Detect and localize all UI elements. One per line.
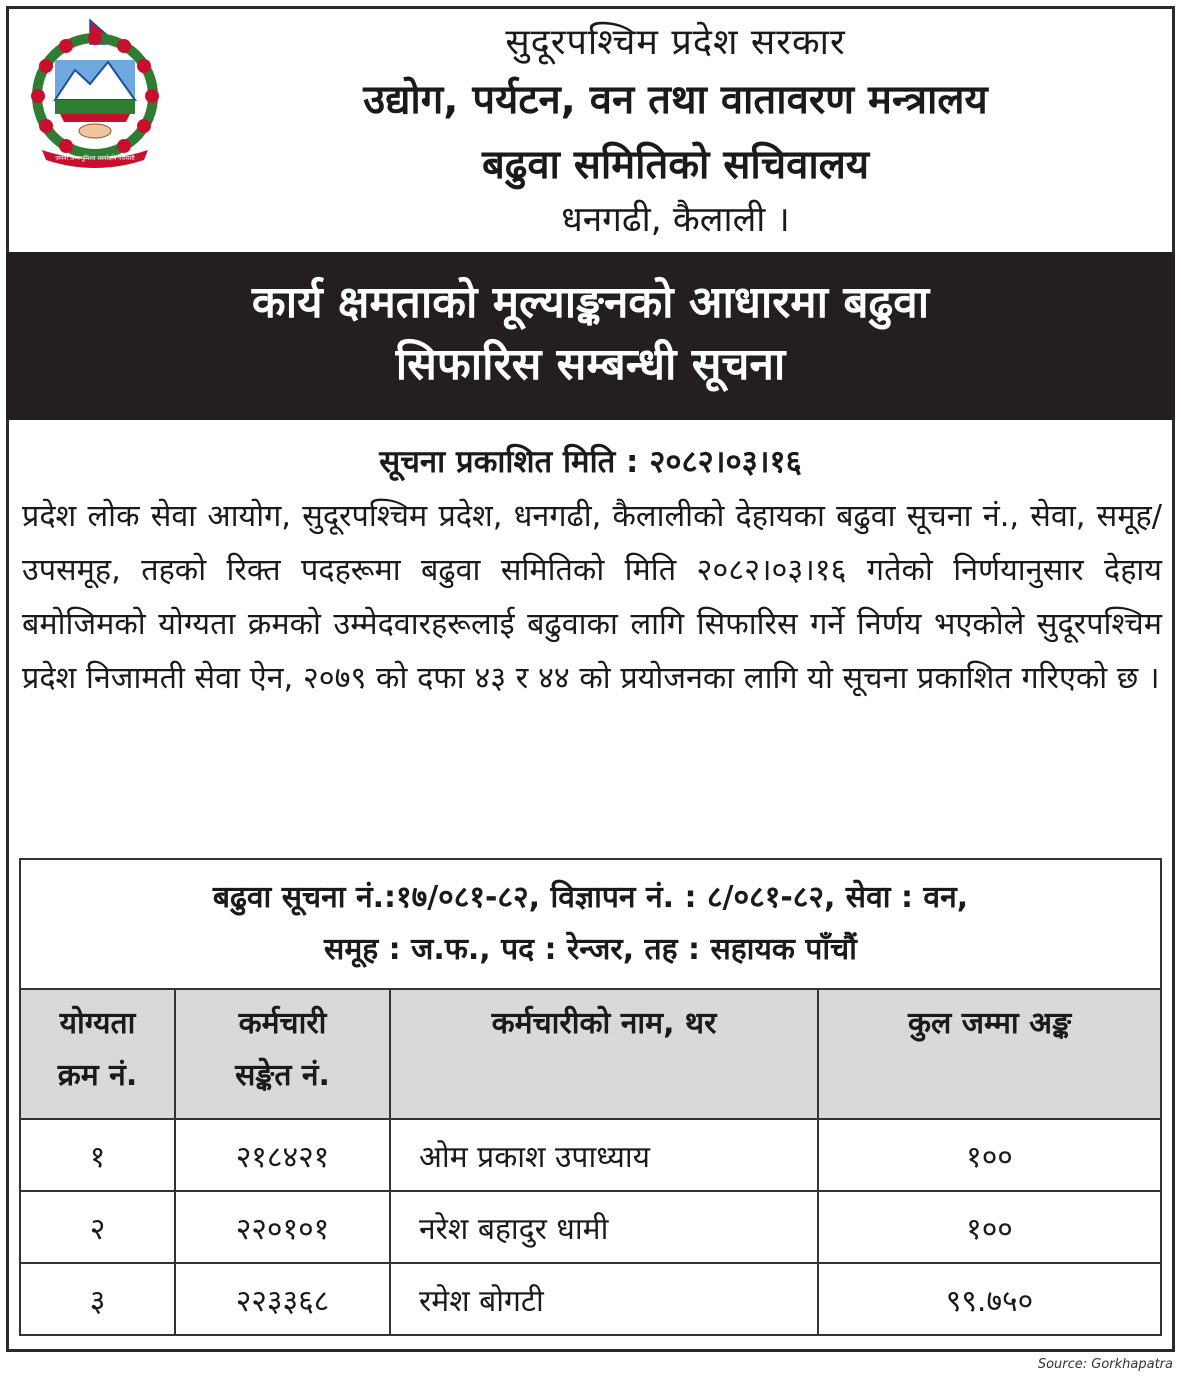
table-caption-row bbox=[20, 859, 1161, 989]
header-rank bbox=[20, 989, 175, 1119]
cell-rank: २ bbox=[20, 1191, 175, 1263]
notice-title-band bbox=[6, 252, 1175, 420]
secretariat-name: बढुवा समितिको सचिवालय bbox=[481, 142, 870, 188]
table-caption-line-1: बढुवा सूचना नं.:१७/०८१-८२, विज्ञापन नं. : ८/०८१-८२, सेवा : वन, bbox=[212, 880, 969, 915]
emblem-motto: जननी जन्मभूमिश्च स्वर्गादपि गरीयसी bbox=[55, 155, 135, 162]
cell-rank: १ bbox=[20, 1119, 175, 1191]
government-name: सुदूरपश्चिम प्रदेश सरकार bbox=[505, 22, 846, 63]
header-total: कुल जम्मा अङ्क bbox=[818, 989, 1161, 1119]
cell-code: २१८४२१ bbox=[175, 1119, 390, 1191]
cell-code: २२३३६८ bbox=[175, 1263, 390, 1335]
source-credit: Source: Gorkhapatra bbox=[1037, 1357, 1173, 1372]
header-rank-line-1: योग्यता bbox=[59, 1006, 136, 1041]
header-name: कर्मचारीको नाम, थर bbox=[390, 989, 818, 1119]
nepal-emblem-icon bbox=[20, 18, 170, 168]
cell-name: ओम प्रकाश उपाध्याय bbox=[390, 1119, 818, 1191]
cell-total: १०० bbox=[818, 1191, 1161, 1263]
cell-total: ९९.७५० bbox=[818, 1263, 1161, 1335]
notice-title-line-1: कार्य क्षमताको मूल्याङ्कनको आधारमा बढुवा bbox=[251, 277, 930, 328]
publish-date: सूचना प्रकाशित मिति : २०८२।०३।१६ bbox=[379, 444, 802, 480]
header-code-line-2: सङ्केत नं. bbox=[235, 1058, 330, 1093]
cell-name: नरेश बहादुर धामी bbox=[390, 1191, 818, 1263]
cell-rank: ३ bbox=[20, 1263, 175, 1335]
promotion-results-table bbox=[19, 858, 1162, 1336]
cell-total: १०० bbox=[818, 1119, 1161, 1191]
notice-title-line-2: सिफारिस सम्बन्धी सूचना bbox=[395, 339, 786, 390]
header-rank-line-2: क्रम नं. bbox=[57, 1058, 138, 1093]
table-caption-line-2: समूह : ज.फ., पद : रेन्जर, तह : सहायक पाँचौं bbox=[324, 932, 857, 967]
office-location: धनगढी, कैलाली । bbox=[561, 200, 790, 240]
cell-code: २२०१०१ bbox=[175, 1191, 390, 1263]
table-caption bbox=[20, 859, 1161, 989]
header-code bbox=[175, 989, 390, 1119]
header-code-line-1: कर्मचारी bbox=[238, 1006, 327, 1041]
table-header-row bbox=[20, 989, 1161, 1119]
notice-body: प्रदेश लोक सेवा आयोग, सुदूरपश्चिम प्रदेश, धनगढी, कैलालीको देहायका बढुवा सूचना नं., सेवा, समूह/उपसमूह, तहको रिक्त पदहरूमा बढुवा समितिको मिति २०८२।०३।१६ गतेको निर्णयानुसार देहाय बमोजिमको योग्यता क्रमको उम्मेदवारहरूलाई बढुवाका लागि सिफारिस गर्ने निर्णय भएकोले सुदूरपश्चिम प्रदेश निजामती सेवा ऐन, २०७९ को दफा ४३ र ४४ को प्रयोजनका लागि यो सूचना प्रकाशित गरिएको छ । bbox=[22, 499, 1162, 696]
table-row bbox=[20, 1191, 1161, 1263]
table-row bbox=[20, 1263, 1161, 1335]
cell-name: रमेश बोगटी bbox=[390, 1263, 818, 1335]
ministry-name: उद्योग, पर्यटन, वन तथा वातावरण मन्त्रालय bbox=[363, 77, 988, 123]
table-row bbox=[20, 1119, 1161, 1191]
